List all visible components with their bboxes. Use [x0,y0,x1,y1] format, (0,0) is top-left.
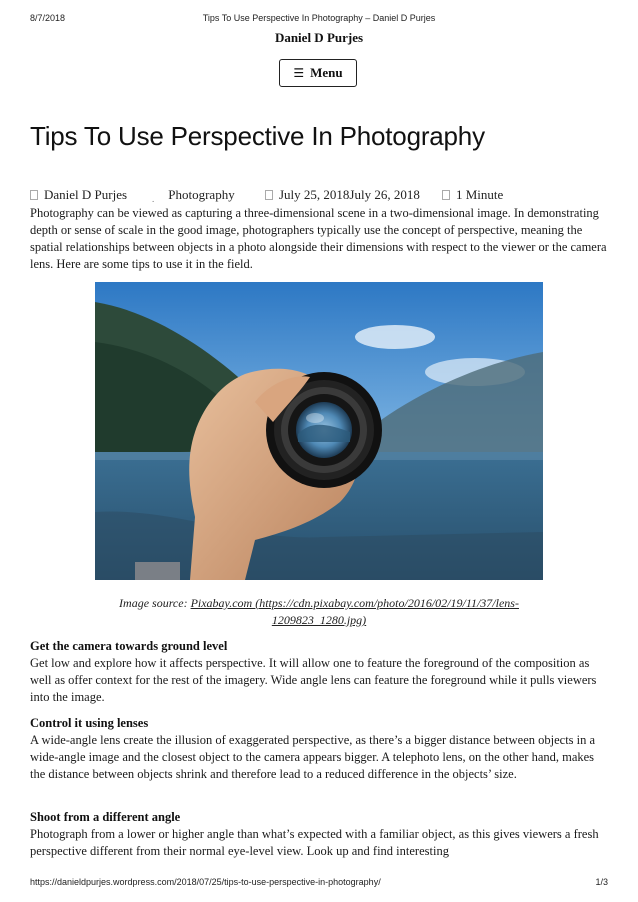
clock-icon [442,190,450,200]
intro-paragraph: Photography can be viewed as capturing a three-dimensional scene in a two-dimensional image. In demonstrating depth or sense of scale in the good image, photographers typically use the concept of perspective, meaning the spatial relationships between objects in a photo alongside their dimensions with respect to the viewer or the camera lens. Here are some tips to use it in the field. [30,206,607,271]
print-url: https://danieldpurjes.wordpress.com/2018/07/25/tips-to-use-perspective-in-photography/ [30,877,381,887]
section-heading-lenses: Control it using lenses [30,716,149,730]
section-text-angle: Photograph from a lower or higher angle than what’s expected with a familiar object, as this gives viewers a fresh perspective different from their normal eye-level view. Look up and find interesting [30,827,599,858]
caption-source-link[interactable]: Pixabay.com (https://cdn.pixabay.com/photo/2016/02/19/11/37/lens-1209823_1280.jpg) [190,596,519,627]
post-meta [30,187,608,203]
meta-category[interactable] [152,187,235,204]
menu-label: Menu [310,65,343,80]
section-heading-angle: Shoot from a different angle [30,810,181,824]
author-icon [30,190,38,200]
print-footer [30,877,608,891]
calendar-icon [265,190,273,200]
meta-author[interactable] [30,187,127,203]
menu-button[interactable] [279,59,357,87]
image-caption [95,595,543,629]
section-heading-ground-level: Get the camera towards ground level [30,639,228,653]
category-icon: . [152,194,155,204]
print-date: 8/7/2018 [30,13,66,23]
section-text-ground-level: Get low and explore how it affects perspective. It will allow one to feature the foreground of the composition as well as offer context for the rest of the imagery. Wide angle lens can feature the foreground while it pulls viewers into the image. [30,656,597,704]
author-name: Daniel D Purjes [44,187,128,202]
meta-date[interactable] [265,187,420,203]
post-dates: July 25, 2018July 26, 2018 [279,187,420,202]
print-header [30,13,608,27]
hamburger-icon: ☰ [293,66,305,80]
category-name: Photography [168,187,235,202]
post-title: Tips To Use Perspective In Photography [30,121,485,151]
caption-prefix: Image source: [119,596,191,610]
read-time: 1 Minute [456,187,504,202]
site-title[interactable]: Daniel D Purjes [274,30,364,45]
hero-image-lens-over-lake [95,282,543,580]
meta-read-time [442,187,503,203]
page-number: 1/3 [595,877,608,887]
print-doc-title: Tips To Use Perspective In Photography – Daniel D Purjes [202,13,436,23]
section-text-lenses: A wide-angle lens create the illusion of exaggerated perspective, as there’s a bigger distance between objects in a wide-angle image and the closest object to the camera appears bigger. A telephoto lens, on the other hand, makes the distance between objects shrink and therefore lead to a reduced difference in the objects’ size. [30,733,596,781]
